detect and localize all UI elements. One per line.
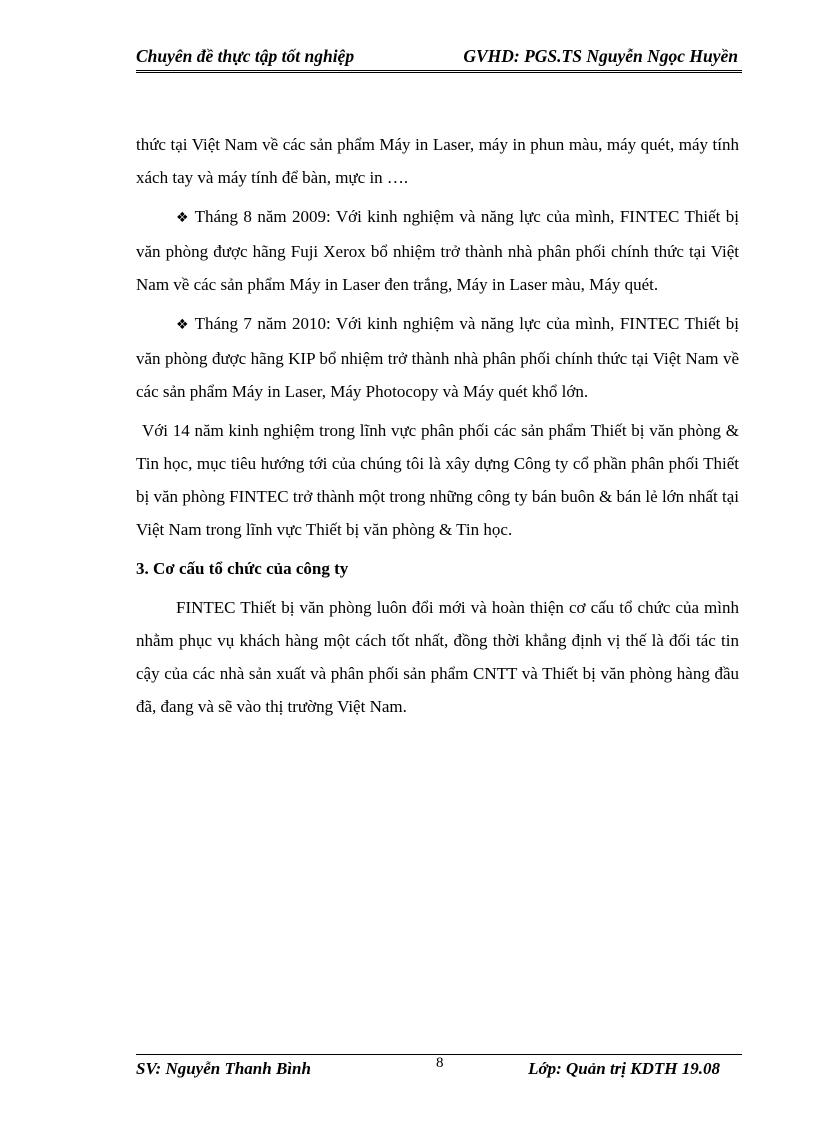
bullet-text-2010: Tháng 7 năm 2010: Với kinh nghiệm và năng lực của mình, FINTEC Thiết bị văn phòng được hãng KIP bổ nhiệm trở thành nhà phân phối chính thức tại Việt Nam về các sản phẩm Máy in Laser, Máy Photocopy và Máy quét khổ lớn. (136, 314, 739, 401)
diamond-bullet-icon: ❖ (176, 210, 189, 226)
diamond-bullet-icon: ❖ (176, 317, 189, 333)
paragraph-continuation: thức tại Việt Nam về các sản phẩm Máy in Laser, máy in phun màu, máy quét, máy tính xách tay và máy tính để bàn, mực in …. (136, 135, 739, 187)
section-heading: 3. Cơ cấu tổ chức của công ty (136, 559, 349, 578)
bullet-text-2009: Tháng 8 năm 2009: Với kinh nghiệm và năng lực của mình, FINTEC Thiết bị văn phòng được hãng Fuji Xerox bổ nhiệm trở thành nhà phân phối chính thức tại Việt Nam về các sản phẩm Máy in Laser đen trắng, Máy in Laser màu, Máy quét. (136, 207, 739, 294)
footer-student: SV: Nguyễn Thanh Bình (136, 1059, 311, 1078)
page-number: 8 (436, 1055, 444, 1071)
header-advisor: GVHD: PGS.TS Nguyễn Ngọc Huyền (463, 46, 738, 66)
paragraph-structure: FINTEC Thiết bị văn phòng luôn đổi mới và hoàn thiện cơ cấu tổ chức của mình nhằm phục vụ khách hàng một cách tốt nhất, đồng thời khẳng định vị thế là đối tác tin cậy của các nhà sản xuất và phân phối sản phẩm CNTT và Thiết bị văn phòng hàng đầu đã, đang và sẽ vào thị trường Việt Nam. (136, 598, 739, 716)
header-title: Chuyên đề thực tập tốt nghiệp (136, 46, 355, 66)
footer-class: Lớp: Quản trị KDTH 19.08 (528, 1059, 720, 1078)
bullet-item-2010 (136, 307, 739, 408)
page-content (136, 128, 739, 723)
paragraph-experience: Với 14 năm kinh nghiệm trong lĩnh vực phân phối các sản phẩm Thiết bị văn phòng & Tin học, mục tiêu hướng tới của chúng tôi là xây dựng Công ty cổ phần phân phối Thiết bị văn phòng FINTEC trở thành một trong những công ty bán buôn & bán lẻ lớn nhất tại Việt Nam trong lĩnh vực Thiết bị văn phòng & Tin học. (136, 421, 739, 539)
page-footer (136, 1054, 742, 1085)
bullet-item-2009 (136, 200, 739, 301)
page-header (136, 44, 742, 73)
